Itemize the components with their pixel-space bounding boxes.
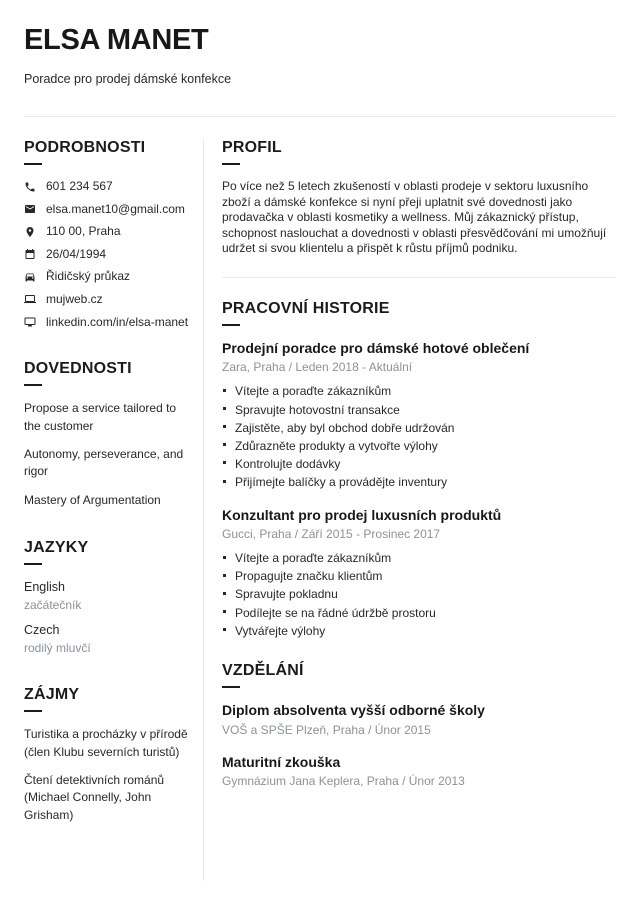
language-name: English: [24, 580, 65, 595]
skills-heading: DOVEDNOSTI: [24, 360, 193, 386]
job-duty: Vytvářejte výlohy: [222, 624, 616, 639]
interests-heading: ZÁJMY: [24, 686, 193, 712]
header-divider: [24, 116, 616, 117]
profile-heading: PROFIL: [222, 139, 616, 165]
job-duty: Kontrolujte dodávky: [222, 457, 616, 472]
language-item: [24, 622, 193, 656]
envelope-icon: [24, 203, 36, 215]
job-subtitle: Poradce pro prodej dámské konfekce: [24, 72, 232, 86]
profile-text: Po více než 5 letech zkušeností v oblasti prodeje v sektoru luxusního zboží a dámské konfekce si nyní přeji uplatnit své dovednosti jako prodavačka v oblasti kosmetiky a wellness. Můj zákaznický přístup, schopnost naslouchat a dovednosti v oblasti přesvědčování mi umožňují udržet si svou klientelu a přispět k růstu příjmů podniku.: [222, 179, 607, 256]
education-meta: VOŠ a SPŠE Plzeň, Praha / Únor 2015: [222, 722, 431, 737]
education-meta: Gymnázium Jana Keplera, Praha / Únor 2013: [222, 774, 465, 789]
job-meta: Gucci, Praha / Září 2015 - Prosinec 2017: [222, 527, 441, 542]
interests-section: [24, 686, 193, 824]
job-meta: Zara, Praha / Leden 2018 - Aktuální: [222, 360, 413, 375]
sidebar: [24, 139, 203, 881]
job-duty: Spravujte hotovostní transakce: [222, 403, 616, 418]
profile-divider: [222, 277, 616, 278]
job-title: Prodejní poradce pro dámské hotové oblečení: [222, 339, 530, 356]
languages-section: [24, 539, 193, 656]
job-duties-list: [222, 551, 616, 638]
education-entry: [222, 702, 616, 737]
education-entry: [222, 754, 616, 789]
detail-birthdate: [24, 247, 193, 263]
job-duty: Vítejte a poraďte zákazníkům: [222, 551, 616, 566]
interest-item: Čtení detektivních románů (Michael Connelly, John Grisham): [24, 773, 165, 822]
main-column: [204, 139, 616, 881]
education-section: [222, 662, 616, 788]
laptop-icon: [24, 293, 36, 305]
car-icon: [24, 271, 36, 283]
linkedin-value: linkedin.com/in/elsa-manet: [46, 314, 189, 329]
details-section: [24, 139, 193, 330]
profile-section: [222, 139, 616, 257]
education-title: Maturitní zkouška: [222, 753, 341, 770]
job-title: Konzultant pro prodej luxusních produktů: [222, 506, 502, 523]
resume-body: [24, 139, 616, 881]
job-duties-list: [222, 384, 616, 489]
language-level: rodilý mluvčí: [24, 641, 91, 656]
detail-linkedin: [24, 315, 193, 331]
skill-item: Propose a service tailored to the customer: [24, 401, 177, 433]
job-duty: Přijímejte balíčky a provádějte inventury: [222, 475, 616, 490]
work-history-heading: PRACOVNÍ HISTORIE: [222, 300, 616, 326]
detail-phone: [24, 179, 193, 195]
job-entry: [222, 340, 616, 490]
job-entry: [222, 507, 616, 639]
resume-header: [24, 26, 616, 86]
work-history-section: [222, 300, 616, 638]
detail-address: [24, 224, 193, 240]
languages-heading: JAZYKY: [24, 539, 193, 565]
calendar-icon: [24, 248, 36, 260]
language-item: [24, 579, 193, 613]
location-pin-icon: [24, 226, 36, 238]
job-duty: Vítejte a poraďte zákazníkům: [222, 384, 616, 399]
person-name: ELSA MANET: [24, 24, 209, 56]
language-name: Czech: [24, 623, 60, 638]
interest-item: Turistika a procházky v přírodě (člen Klubu severních turistů): [24, 727, 188, 759]
skill-item: Autonomy, perseverance, and rigor: [24, 446, 184, 479]
email-value: elsa.manet10@gmail.com: [46, 201, 185, 216]
phone-icon: [24, 181, 36, 193]
education-heading: VZDĚLÁNÍ: [222, 662, 616, 688]
job-duty: Propagujte značku klientům: [222, 569, 616, 584]
skill-item: Mastery of Argumentation: [24, 492, 161, 507]
skills-section: [24, 360, 193, 509]
address-value: 110 00, Praha: [46, 224, 121, 239]
job-duty: Zajistěte, aby byl obchod dobře udržován: [222, 421, 616, 436]
detail-email: [24, 202, 193, 218]
birthdate-value: 26/04/1994: [46, 246, 107, 261]
education-title: Diplom absolventa vyšší odborné školy: [222, 702, 485, 719]
detail-driving-license: [24, 269, 193, 285]
driving-license-value: Řidičský průkaz: [46, 269, 131, 284]
detail-website: [24, 292, 193, 308]
job-duty: Spravujte pokladnu: [222, 587, 616, 602]
monitor-icon: [24, 316, 36, 328]
job-duty: Zdůrazněte produkty a vytvořte výlohy: [222, 439, 616, 454]
phone-value: 601 234 567: [46, 179, 113, 193]
website-value: mujweb.cz: [46, 291, 103, 306]
job-duty: Podílejte se na řádné údržbě prostoru: [222, 606, 616, 621]
language-level: začátečník: [24, 597, 82, 612]
details-heading: PODROBNOSTI: [24, 139, 193, 165]
